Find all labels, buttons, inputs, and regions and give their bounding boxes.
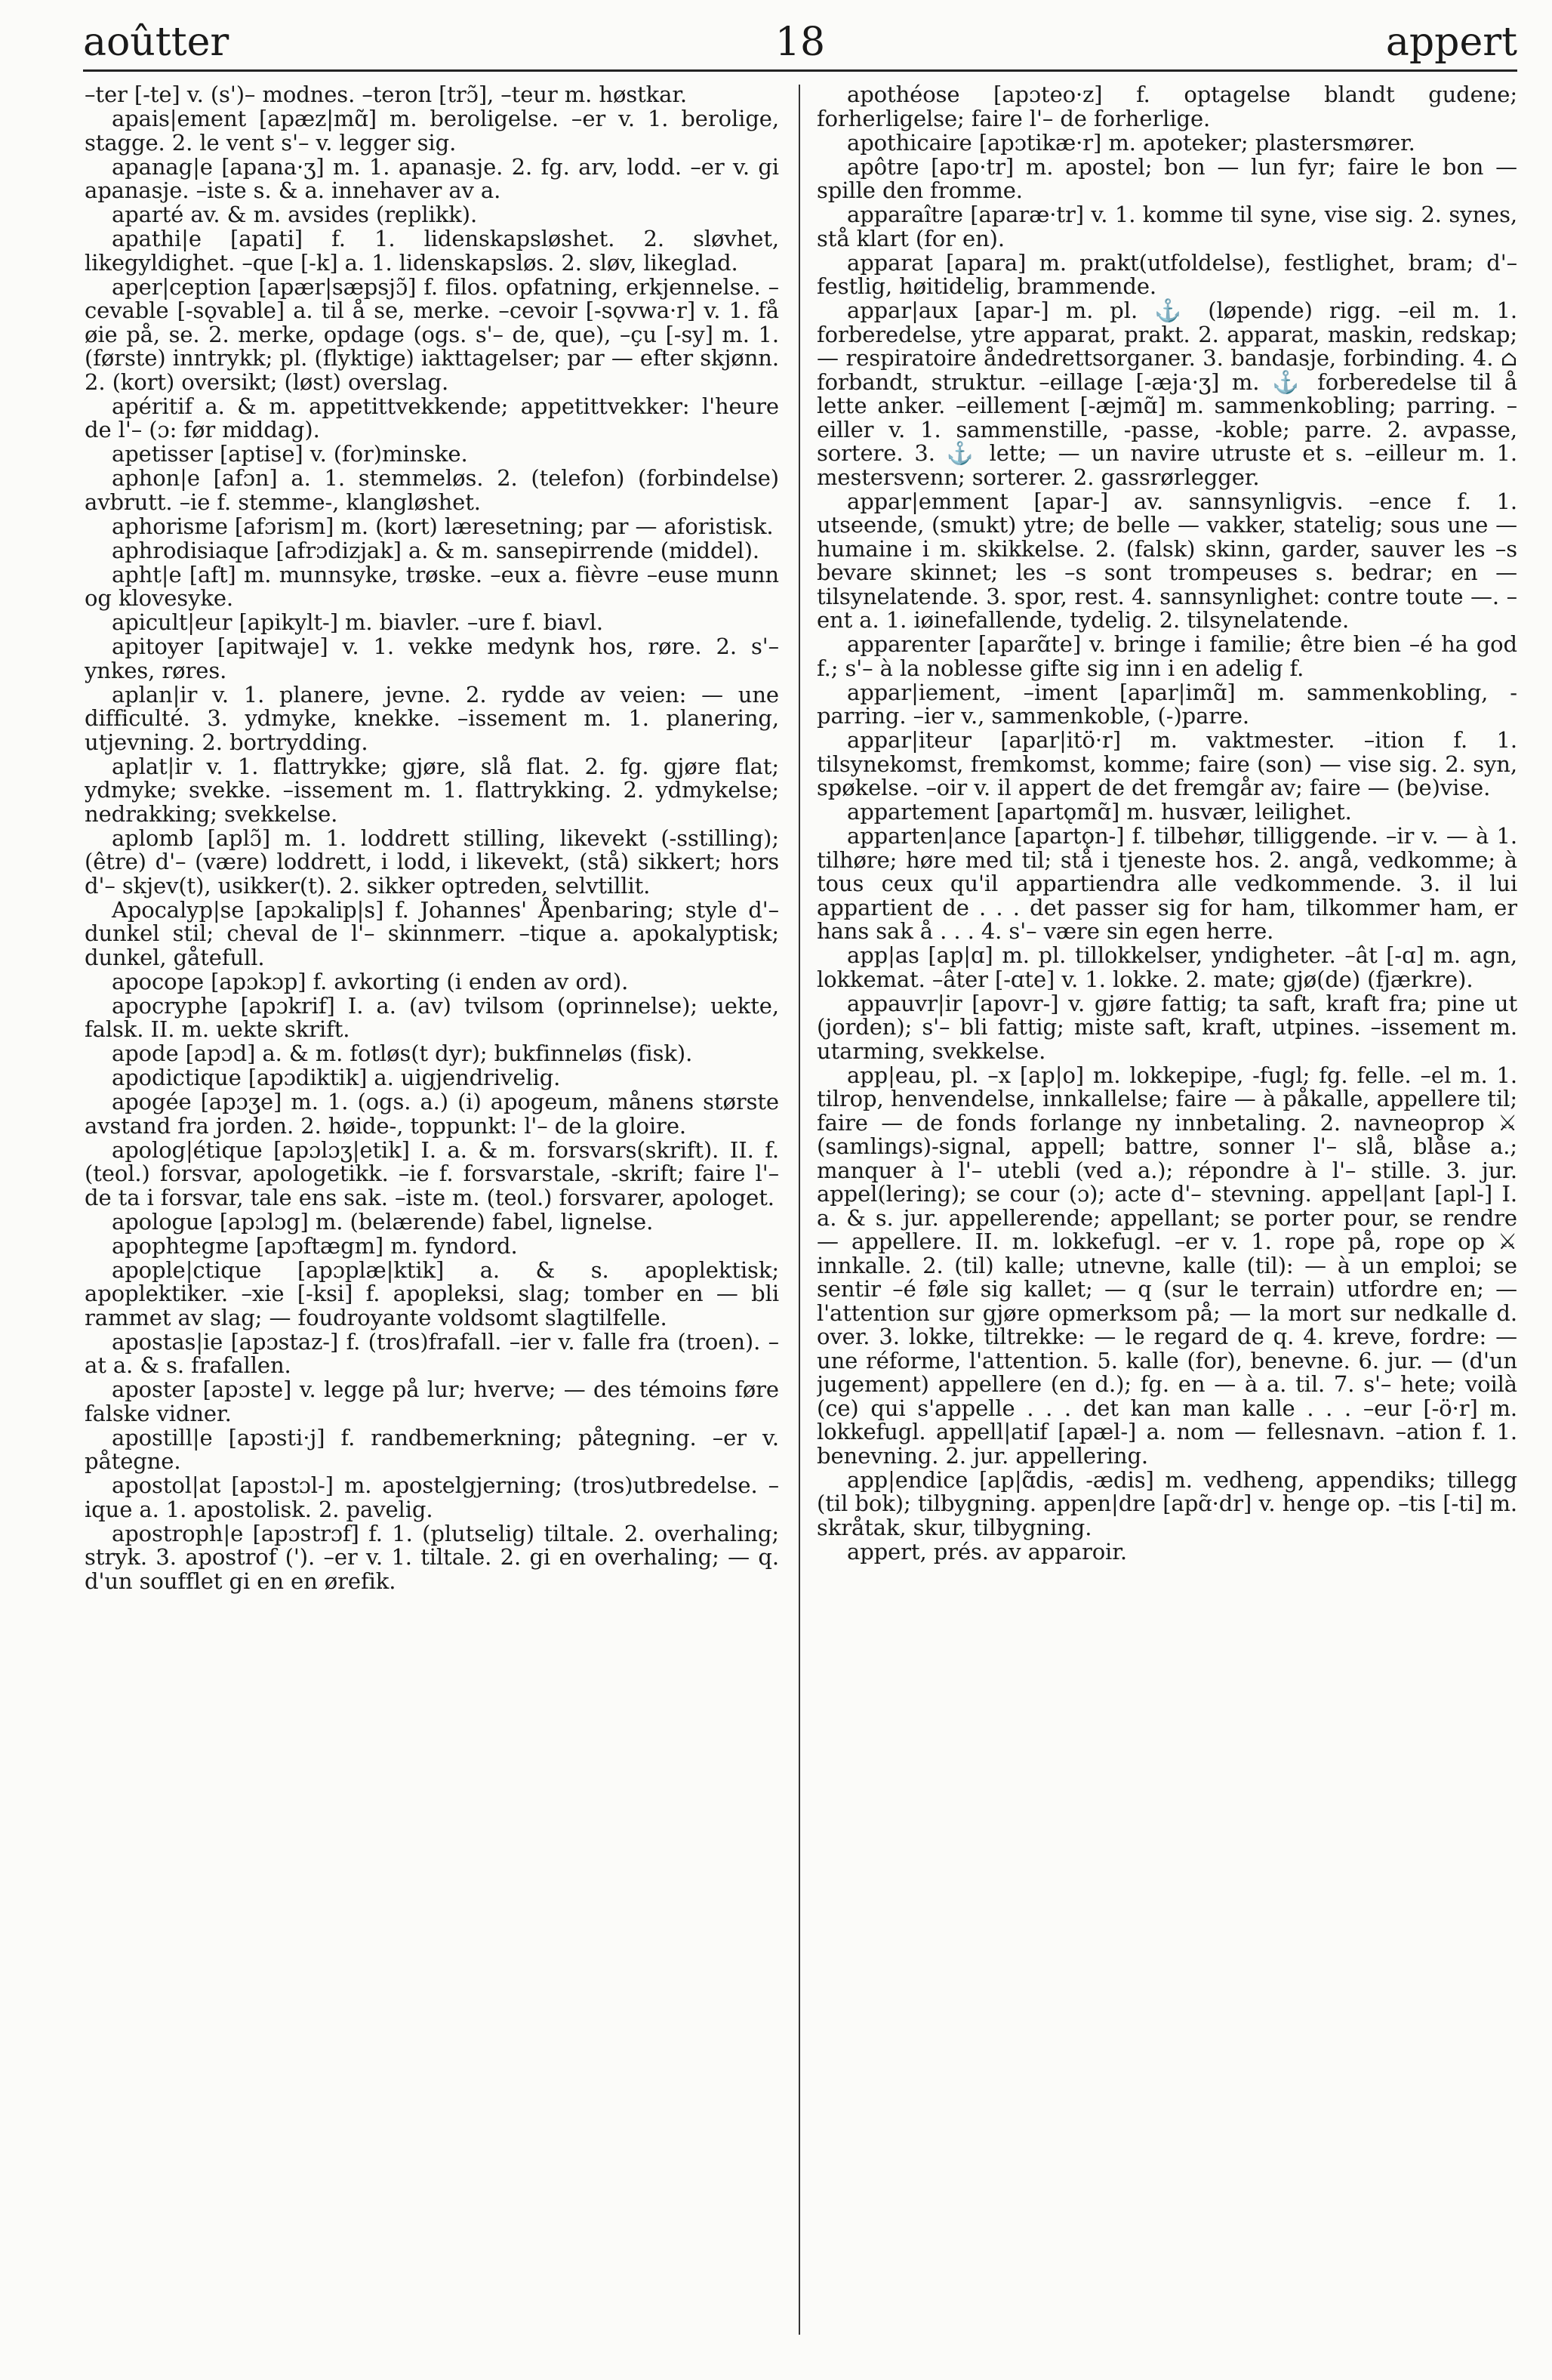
- dictionary-entry: apostroph|e [apɔstrɔf] f. 1. (plutselig) tiltale. 2. overhaling; stryk. 3. apostrof ('). –er v. 1. tiltale. 2. gi en overhaling; — q. d'un soufflet gi en en ørefik.: [85, 1520, 779, 1594]
- dictionary-entry: apetisser [aptise] v. (for)minske.: [112, 441, 468, 467]
- dictionary-entry: aparté av. & m. avsides (replikk).: [112, 202, 478, 227]
- dictionary-entry: apparenter [aparɑ̃te] v. bringe i familie; être bien –é ha god f.; s'– à la noblesse gifte sig inn i en adelig f.: [817, 631, 1517, 681]
- dictionary-entry: apicult|eur [apikylt-] m. biavler. –ure f. biavl.: [112, 609, 603, 635]
- dictionary-entry: apogée [apɔʒe] m. 1. (ogs. a.) (i) apogeum, månens største avstand fra jorden. 2. høide-, toppunkt: l'– de la gloire.: [85, 1089, 779, 1139]
- dictionary-entry: apophtegme [apɔftægm] m. fyndord.: [112, 1232, 518, 1259]
- dictionary-entry: aphorisme [afɔrism] m. (kort) læresetning; par — aforistisk.: [112, 513, 774, 539]
- dictionary-entry: appartement [apartǫmɑ̃] m. husvær, leilighet.: [847, 799, 1352, 825]
- dictionary-entry: apople|ctique [apɔplæ|ktik] a. & s. apoplektisk; apoplektiker. –xie [-ksi] f. apopleksi, slag; tomber en — bli rammet av slag; — foudroyante voldsomt slagtilfelle.: [85, 1256, 779, 1330]
- dictionary-entry: apostas|ie [apɔstaz-] f. (tros)frafall. –ier v. falle fra (troen). –at a. & s. frafallen.: [85, 1328, 779, 1378]
- dictionary-entry: app|as [ap|ɑ] m. pl. tillokkelser, yndigheter. –ât [-ɑ] m. agn, lokkemat. –âter [-ɑte] v. 1. lokke. 2. mate; gjø(de) (fjærkre).: [817, 942, 1517, 992]
- dictionary-entry: apôtre [apo·tr] m. apostel; bon — lun fyr; faire le bon — spille den fromme.: [817, 153, 1517, 203]
- dictionary-entry: apais|ement [apæz|mɑ̃] m. beroligelse. –er v. 1. berolige, stagge. 2. le vent s'– v. legger sig.: [85, 106, 779, 156]
- dictionary-entry: apéritif a. & m. appetittvekkende; appetittvekker: l'heure de l'– (ɔ: før middag).: [85, 393, 779, 442]
- dictionary-entry: apostill|e [apɔsti·j] f. randbemerkning; påtegning. –er v. påtegne.: [85, 1424, 779, 1474]
- dictionary-entry: app|endice [ap|ɑ̃dis, -ædis] m. vedheng, appendiks; tillegg (til bok); tilbygning. appen|dre [apɑ̃·dr] v. henge op. –tis [-ti] m. skråtak, skur, tilbygning.: [817, 1466, 1517, 1540]
- dictionary-entry: appar|aux [apar-] m. pl. ⚓ (løpende) rigg. –eil m. 1. forberedelse, ytre apparat, prakt. 2. apparat, maskin, redskap; — respiratoire åndedrettsorganer. 3. bandasje, forbinding. 4. ⌂ forbandt, struktur. –eillage [-æja·ʒ] m. ⚓ forberedelse til å lette anker. –eillement [-æjmɑ̃] m. sammenkobling; parring. –eiller v. 1. sammenstille, -passe, -koble; parre. 2. avpasse, sortere. 3. ⚓ lette; — un navire utruste et s. –eilleur m. 1. mestersvenn; sorterer. 2. gassrørlegger.: [817, 298, 1517, 490]
- dictionary-entry: aphon|e [afɔn] a. 1. stemmeløs. 2. (telefon) (forbindelse) avbrutt. –ie f. stemme-, klangløshet.: [85, 465, 779, 515]
- dictionary-entry: aplan|ir v. 1. planere, jevne. 2. rydde av veien: — une difficulté. 3. ydmyke, knekke. –issement m. 1. planering, utjevning. 2. bortrydding.: [85, 681, 779, 755]
- right-column: [817, 83, 1517, 2350]
- dictionary-entry: apostol|at [apɔstɔl-] m. apostelgjerning; (tros)utbredelse. –ique a. 1. apostolisk. 2. pavelig.: [85, 1472, 779, 1522]
- dictionary-entry: Apocalyp|se [apɔkalip|s] f. Johannes' Åpenbaring; style d'– dunkel stil; cheval de l'– skinnmerr. –tique a. apokalyptisk; dunkel, gåtefull.: [85, 896, 779, 970]
- dictionary-entry: apocope [apɔkɔp] f. avkorting (i enden av ord).: [112, 968, 629, 994]
- dictionary-entry: apht|e [aft] m. munnsyke, trøske. –eux a. fièvre –euse munn og klovesyke.: [85, 561, 779, 611]
- dictionary-entry: apparat [apara] m. prakt(utfoldelse), festlighet, bram; d'– festlig, høitidelig, brammende.: [817, 249, 1517, 299]
- dictionary-entry: appar|iement, –iment [apar|imɑ̃] m. sammenkobling, -parring. –ier v., sammenkoble, (-)parre.: [817, 679, 1517, 729]
- dictionary-entry: apparten|ance [apartǫn-] f. tilbehør, tilliggende. –ir v. — à 1. tilhøre; høre med til; stå i tjeneste hos. 2. angå, vedkomme; à tous ceux qu'il appartiendra alle vedkommende. 3. il lui appartient de . . . det passer sig for ham, tilkommer ham, er hans sak å . . . 4. s'– være sin egen herre.: [817, 823, 1517, 944]
- dictionary-entry: apitoyer [apitwaje] v. 1. vekke medynk hos, røre. 2. s'– ynkes, røres.: [85, 634, 779, 683]
- dictionary-entry: appar|iteur [apar|itö·r] m. vaktmester. –ition f. 1. tilsynekomst, fremkomst, komme; faire (son) — vise sig. 2. syn, spøkelse. –oir v. il appert de det fremgår av; faire — (be)vise.: [817, 727, 1517, 800]
- dictionary-entry: aplomb [aplɔ̃] m. 1. loddrett stilling, likevekt (-sstilling); (être) d'– (være) loddrett, i lodd, i likevekt, (stå) sikkert; hors d'– skjev(t), usikker(t). 2. sikker optreden, selvtillit.: [85, 825, 779, 899]
- page-number: 18: [774, 20, 826, 65]
- dictionary-entry: appert, prés. av apparoir.: [847, 1538, 1127, 1565]
- dictionary-entry: apolog|étique [apɔlɔʒ|etik] I. a. & m. forsvars(skrift). II. f. (teol.) forsvar, apologetikk. –ie f. forsvarstale, -skrift; faire l'– de ta i forsvar, tale ens sak. –iste m. (teol.) forsvarer, apologet.: [85, 1136, 779, 1210]
- dictionary-entry: apparaître [aparæ·tr] v. 1. komme til syne, vise sig. 2. synes, stå klart (for en).: [817, 202, 1517, 251]
- dictionary-entry: apanag|e [apana·ʒ] m. 1. apanasje. 2. fg. arv, lodd. –er v. gi apanasje. –iste s. & a. innehaver av a.: [85, 153, 779, 203]
- dictionary-entry: apothéose [apɔteo·z] f. optagelse blandt gudene; forherligelse; faire l'– de forherlige.: [817, 83, 1517, 131]
- dictionary-entry: apathi|e [apati] f. 1. lidenskapsløshet. 2. sløvhet, likegyldighet. –que [-k] a. 1. lidenskapsløs. 2. sløv, likeglad.: [85, 226, 779, 276]
- dictionary-entry: aposter [apɔste] v. legge på lur; hverve; — des témoins føre falske vidner.: [85, 1377, 779, 1426]
- column-divider: [799, 85, 800, 2335]
- dictionary-entry: apocryphe [apɔkrif] I. a. (av) tvilsom (oprinnelse); uekte, falsk. II. m. uekte skrift.: [85, 992, 779, 1042]
- dictionary-entry: apodictique [apɔdiktik] a. uigjendrivelig.: [112, 1065, 561, 1090]
- dictionary-entry: apothicaire [apɔtikæ·r] m. apoteker; plastersmører.: [847, 129, 1415, 156]
- page-header: [83, 9, 1517, 72]
- dictionary-entry: aphrodisiaque [afrɔdizjak] a. & m. sansepirrende (middel).: [112, 537, 760, 563]
- left-guide-word: aoûtter: [83, 20, 229, 65]
- dictionary-entry: app|eau, pl. –x [ap|o] m. lokkepipe, -fugl; fg. felle. –el m. 1. tilrop, henvendelse, innkallelse; faire — à påkalle, appellere til; faire — de fonds forlange ny innbetaling. 2. navneoprop ⚔ (samlings)-signal, appell; battre, sonner l'– slå, blåse a.; manquer à l'– utebli (ved a.); répondre à l'– stille. 3. jur. appel(lering); se cour (ɔ); acte d'– stevning. appel|ant [apl-] I. a. & s. jur. appellerende; appellant; se porter pour, se rendre — appellere. II. m. lokkefugl. –er v. 1. rope på, rope op ⚔ innkalle. 2. (til) kalle; utnevne, kalle (til): — à un emploi; se sentir –é føle sig kallet; — q (sur le terrain) utfordre en; — l'attention sur gjøre opmerksom på; — la mort sur nedkalle d. over. 3. lokke, tiltrekke: — le regard de q. 4. kreve, fordre: — une réforme, l'attention. 5. kalle (for), benevne. 6. jur. — (d'un jugement) appellere (en d.); fg. en — à a. til. 7. s'– hete; voilà (ce) qui s'appelle . . . det kan man kalle . . . –eur [-ö·r] m. lokkefugl. appell|atif [apæl-] a. nom — fellesnavn. –ation f. 1. benevning. 2. jur. appellering.: [817, 1062, 1517, 1469]
- left-column: [85, 83, 779, 2350]
- dictionary-entry: appar|emment [apar-] av. sannsynligvis. –ence f. 1. utseende, (smukt) ytre; de belle — vakker, statelig; sous une — humaine i m. skikkelse. 2. (falsk) skinn, garder, sauver les –s bevare skinnet; les –s sont trompeuses s. bedrar; en — tilsynelatende. 3. spor, rest. 4. sannsynlighet: contre toute —. –ent a. 1. iøinefallende, tydelig. 2. tilsynelatende.: [817, 488, 1517, 633]
- dictionary-entry: appauvr|ir [apovr-] v. gjøre fattig; ta saft, kraft fra; pine ut (jorden); s'– bli fattig; miste saft, kraft, utpines. –issement m. utarming, svekkelse.: [817, 990, 1517, 1064]
- dictionary-entry: aplat|ir v. 1. flattrykke; gjøre, slå flat. 2. fg. gjøre flat; ydmyke; svekke. –issement m. 1. flattrykking. 2. ydmykelse; nedrakking; svekkelse.: [85, 753, 779, 827]
- dictionary-entry: apode [apɔd] a. & m. fotløs(t dyr); bukfinneløs (fisk).: [112, 1040, 693, 1066]
- right-guide-word: appert: [1385, 20, 1517, 65]
- dictionary-entry: aper|ception [apær|sæpsjɔ̃] f. filos. opfatning, erkjennelse. –cevable [-sǫvable] a. til å se, merke. –cevoir [-sǫvwa·r] v. 1. få øie på, se. 2. merke, opdage (ogs. s'– de, que), –çu [-sy] m. 1. (første) inntrykk; pl. (flyktige) iakttagelser; par — efter skjønn. 2. (kort) oversikt; (løst) overslag.: [85, 273, 779, 395]
- dictionary-entry: –ter [-te] v. (s')– modnes. –teron [trɔ̃], –teur m. høstkar.: [85, 83, 688, 107]
- dictionary-entry: apologue [apɔlɔg] m. (belærende) fabel, lignelse.: [112, 1208, 654, 1235]
